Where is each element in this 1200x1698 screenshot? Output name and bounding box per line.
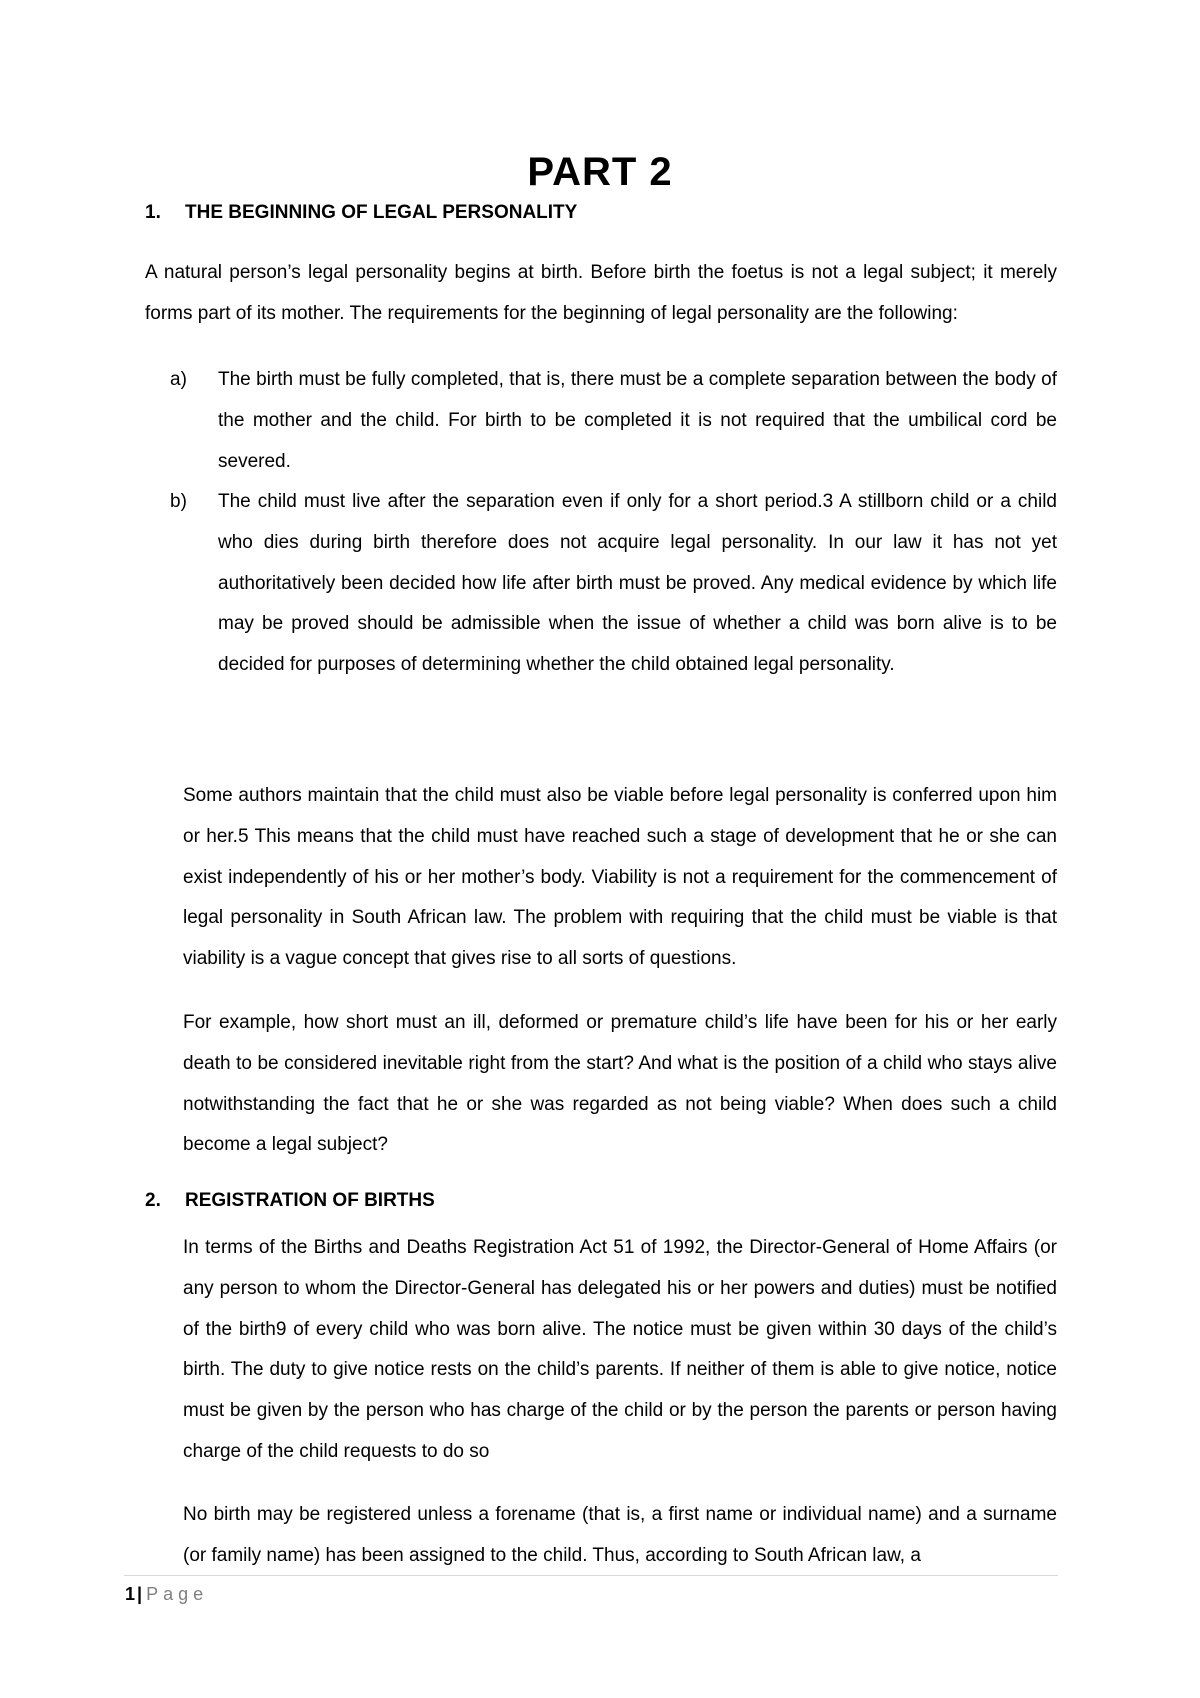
footer-page-number: 1	[125, 1584, 136, 1604]
list-marker-b: b)	[170, 491, 187, 512]
section-1-heading-text: THE BEGINNING OF LEGAL PERSONALITY	[185, 202, 578, 223]
section-2-number: 2.	[145, 1190, 161, 1211]
section-1-number: 1.	[145, 202, 161, 223]
viability-paragraph: Some authors maintain that the child must also be viable before legal personality is conferred upon him or her.5 This means that the child must have reached such a stage of development that he or she can exist independently of his or her mother’s body. Viability is not a requirement for the commencement of legal personality in South African law. The problem with requiring that the child must be viable is that viability is a vague concept that gives rise to all sorts of questions.	[183, 785, 1057, 970]
footer-separator: |	[137, 1584, 143, 1604]
footer-divider	[124, 1575, 1058, 1576]
intro-paragraph: A natural person’s legal personality begins at birth. Before birth the foetus is not a legal subject; it merely forms part of its mother. The requirements for the beginning of legal personality are the following:	[145, 262, 1057, 324]
section-2-heading-text: REGISTRATION OF BIRTHS	[185, 1190, 435, 1211]
list-text-b: The child must live after the separation even if only for a short period.3 A stillborn child or a child who dies during birth therefore does not acquire legal personality. In our law it has not yet authoritatively been decided how life after birth must be proved. Any medical evidence by which life may be proved should be admissible when the issue of whether a child was born alive is to be decided for purposes of determining whether the child obtained legal personality.	[218, 491, 1057, 676]
list-marker-a: a)	[170, 369, 187, 390]
list-text-a: The birth must be fully completed, that is, there must be a complete separation between the body of the mother and the child. For birth to be completed it is not required that the umbilical cord be severed.	[218, 369, 1057, 472]
page-title: PART 2	[527, 150, 673, 194]
page-footer	[125, 1584, 208, 1605]
footer-page-label: Page	[146, 1584, 209, 1604]
example-paragraph: For example, how short must an ill, deformed or premature child’s life have been for his or her early death to be considered inevitable right from the start? And what is the position of a child who stays alive notwithstanding the fact that he or she was regarded as not being viable? When does such a child become a legal subject?	[183, 1012, 1057, 1156]
registration-paragraph-2: No birth may be registered unless a forename (that is, a first name or individual name) and a surname (or family name) has been assigned to the child. Thus, according to South African law, a	[183, 1504, 1057, 1566]
section-1-heading	[145, 202, 577, 224]
section-2-heading	[145, 1190, 435, 1212]
registration-paragraph-1: In terms of the Births and Deaths Registration Act 51 of 1992, the Director-General of Home Affairs (or any person to whom the Director-General has delegated his or her powers and duties) must be notified of the birth9 of every child who was born alive. The notice must be given within 30 days of the child’s birth. The duty to give notice rests on the child’s parents. If neither of them is able to give notice, notice must be given by the person who has charge of the child or by the person the parents or person having charge of the child requests to do so	[183, 1237, 1057, 1462]
